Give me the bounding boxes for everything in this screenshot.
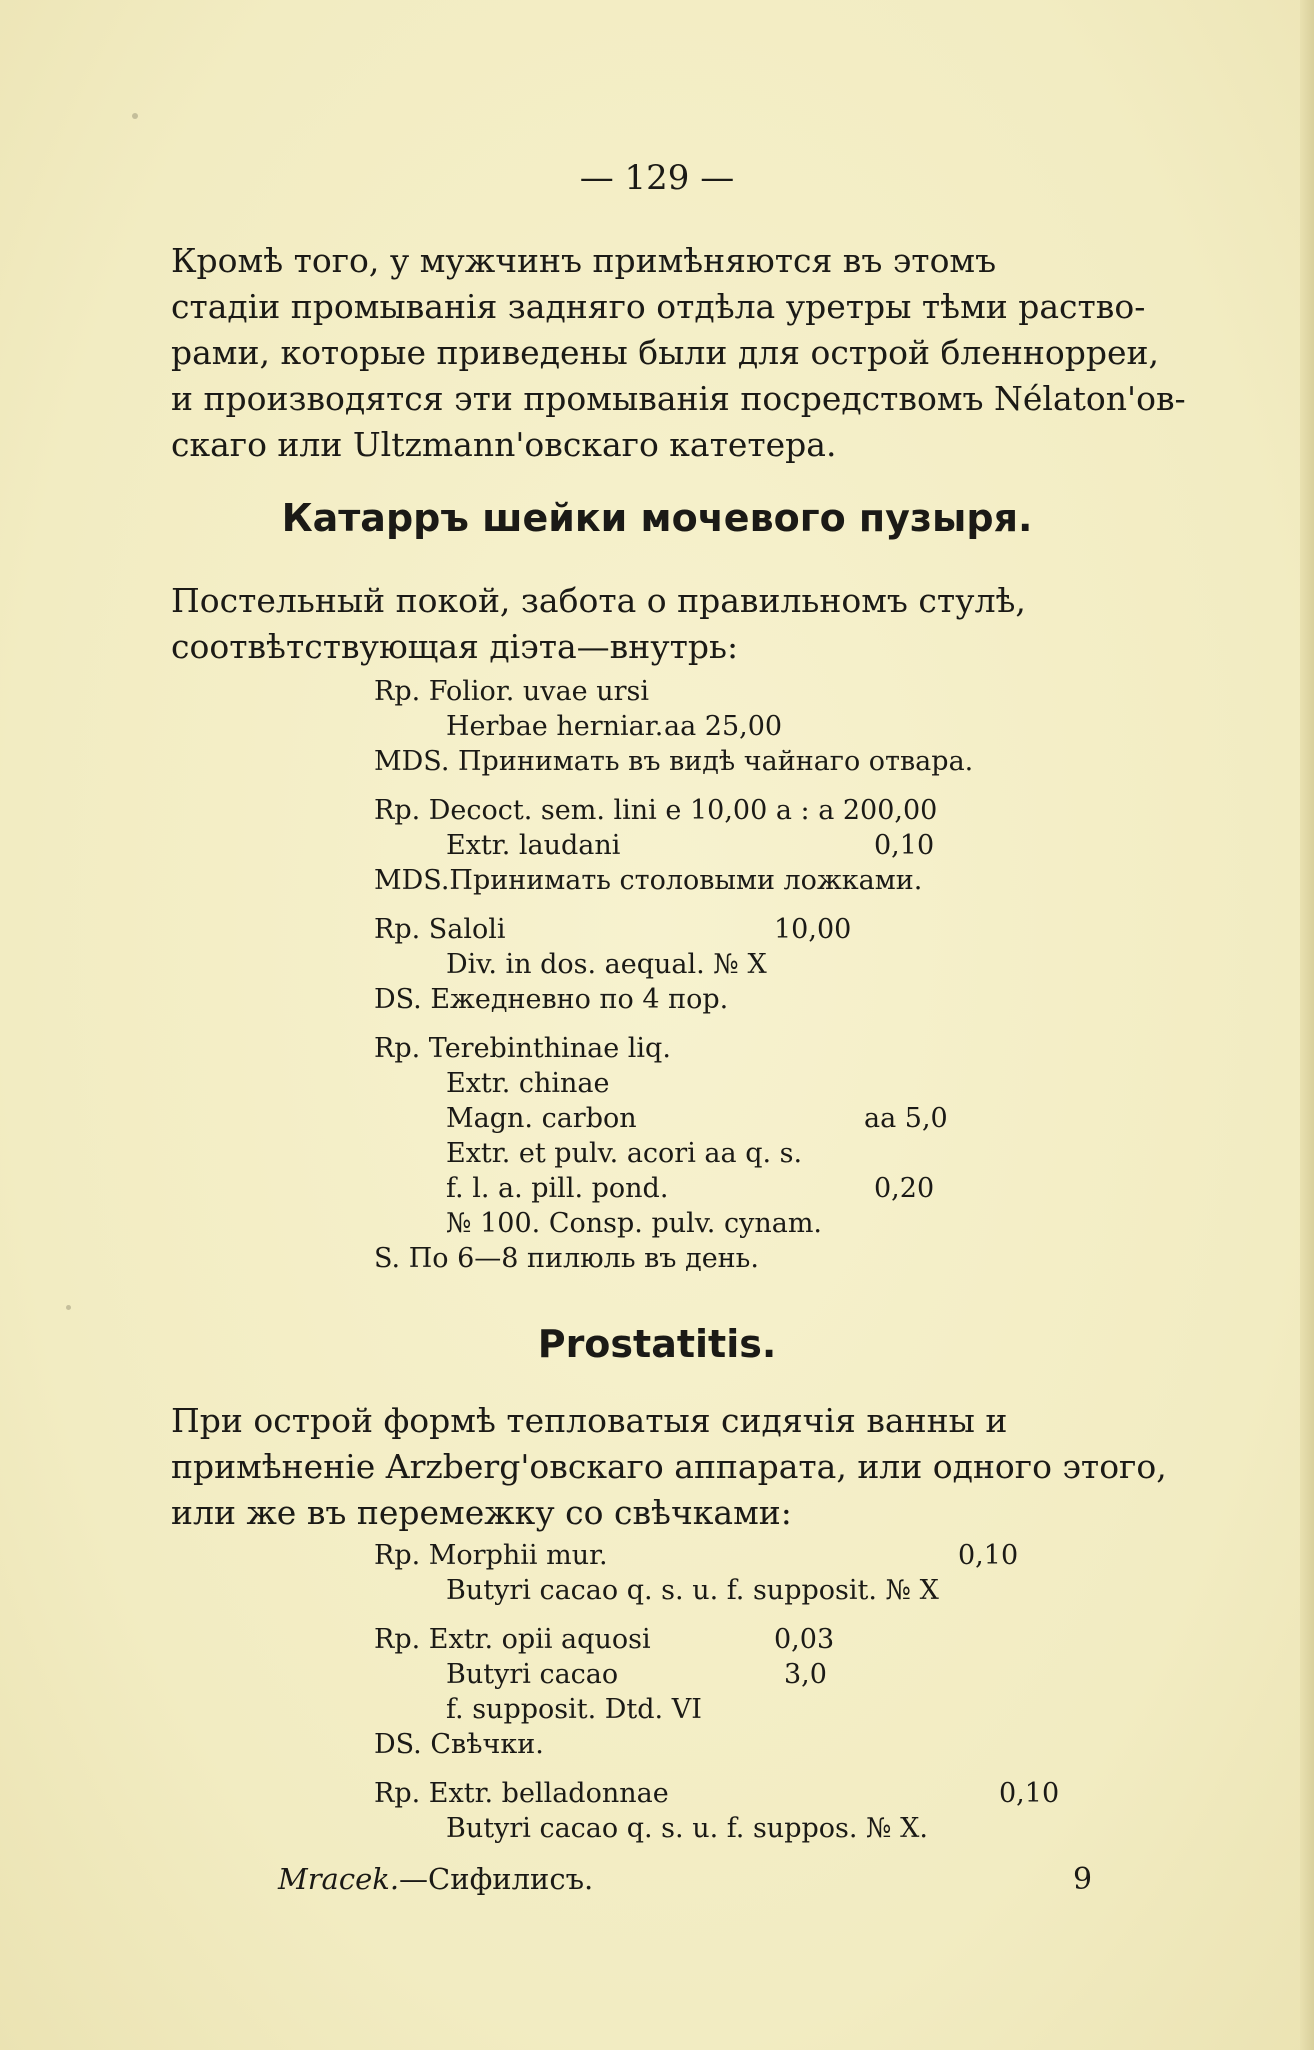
prescription-text: f. supposit. Dtd. VI [446,1694,702,1725]
author-name: Mracek. [278,1862,400,1896]
prescription-text: Div. in dos. aequal. № X [446,949,767,980]
prescription-text: Magn. carbon [446,1103,637,1134]
prescription-text: DS. Ежедневно по 4 пор. [374,984,729,1015]
prescription-text: S. По 6—8 пилюль въ день. [374,1243,759,1274]
prescription-amount: aa 5,0 [864,1103,948,1134]
text-line: и производятся эти промыванія посредствомъ Nélaton'ов- [171,379,1186,418]
prescription-text: Rp. Saloli [374,914,506,945]
prescription-line [374,982,1074,1017]
prescription-line [374,1066,1074,1101]
prescription-amount: 0,10 [958,1540,1019,1571]
footer-author [278,1862,593,1896]
prescription-text: Butyri cacao q. s. u. f. supposit. № X [446,1575,939,1606]
page-edge [1300,0,1314,2050]
prescription-line [374,947,1074,982]
text-line: рами, которые приведены были для острой бленнорреи, [171,333,1160,372]
prescription-text: Butyri cacao [446,1659,619,1690]
signature-mark: 9 [1073,1862,1093,1897]
section-heading-prostatitis: Prostatitis. [537,1322,777,1366]
prescription-list-catarrh [374,674,1074,1276]
prescription-line [374,1241,1074,1276]
prescription-line [374,1171,1074,1206]
section-catarrh-paragraph [171,578,1201,670]
prescription-text: Butyri cacao q. s. u. f. suppos. № X. [446,1813,928,1844]
prescription-amount: 0,10 [874,830,935,861]
prescription-amount: aa 25,00 [664,711,783,742]
prescription-list-prostatitis [374,1538,1074,1846]
text-line: скаго или Ultzmann'овскаго катетера. [171,425,837,464]
prescription-text: Rp. Terebinthinae liq. [374,1033,671,1064]
prescription-line [374,1622,1074,1657]
prescription-line [374,1136,1074,1171]
prescription-amount: 0,20 [874,1173,935,1204]
prescription-amount: 0,10 [999,1778,1060,1809]
prescription-text: Rp. Morphii mur. [374,1540,608,1571]
prescription-line [374,1657,1074,1692]
prescription-line [374,1031,1074,1066]
prescription-text: Extr. laudani [446,830,621,861]
prescription-amount: 10,00 [774,914,852,945]
text-line: или же въ перемежку со свѣчками: [171,1493,792,1532]
prescription-text: Rp. Decoct. sem. lini e 10,00 a : a 200,00 [374,795,938,826]
prescription-amount: 3,0 [784,1659,827,1690]
prescription-text: Extr. et pulv. acori aa q. s. [446,1138,803,1169]
page-number: — 129 — [579,158,735,198]
prescription-line [374,912,1074,947]
text-line: Постельный покой, забота о правильномъ стулѣ, [171,581,1026,620]
text-line: примѣненіе Arzberg'овскаго аппарата, или одного этого, [171,1447,1167,1486]
prescription-text: f. l. a. pill. pond. [446,1173,669,1204]
prescription-line [374,1776,1074,1811]
prescription-line [374,709,1074,744]
prescription-line [374,1727,1074,1762]
ink-speck [132,113,138,119]
prescription-line [374,1101,1074,1136]
book-title: —Сифилисъ. [399,1862,594,1896]
prescription-line [374,744,1074,779]
section-heading-catarrh: Катарръ шейки мочевого пузыря. [281,496,1033,540]
prescription-text: Extr. chinae [446,1068,610,1099]
prescription-text: Rp. Extr. belladonnae [374,1778,669,1809]
section-prostatitis-paragraph [171,1398,1201,1536]
text-line: соотвѣтствующая діэта—внутрь: [171,627,739,666]
text-line: стадіи промыванія задняго отдѣла уретры тѣми раство- [171,287,1146,326]
prescription-line [374,793,1074,828]
prescription-line [374,1206,1074,1241]
prescription-text: № 100. Consp. pulv. cynam. [446,1208,823,1239]
prescription-text: Rp. Extr. opii aquosi [374,1624,651,1655]
prescription-line [374,1811,1074,1846]
prescription-amount: 0,03 [774,1624,835,1655]
prescription-text: MDS. Принимать въ видѣ чайнаго отвара. [374,746,974,777]
text-line: При острой формѣ тепловатыя сидячія ванны и [171,1401,1008,1440]
prescription-text: Rp. Folior. uvae ursi [374,676,650,707]
prescription-line [374,1573,1074,1608]
ink-speck [66,1305,71,1310]
prescription-line [374,1692,1074,1727]
prescription-line [374,828,1074,863]
intro-paragraph [171,238,1201,468]
prescription-line [374,674,1074,709]
prescription-text: Herbae herniar. [446,711,664,742]
text-line: Кромѣ того, у мужчинъ примѣняются въ этомъ [171,241,997,280]
prescription-line [374,863,1074,898]
prescription-text: MDS.Принимать столовыми ложками. [374,865,923,896]
prescription-line [374,1538,1074,1573]
prescription-text: DS. Свѣчки. [374,1729,544,1760]
